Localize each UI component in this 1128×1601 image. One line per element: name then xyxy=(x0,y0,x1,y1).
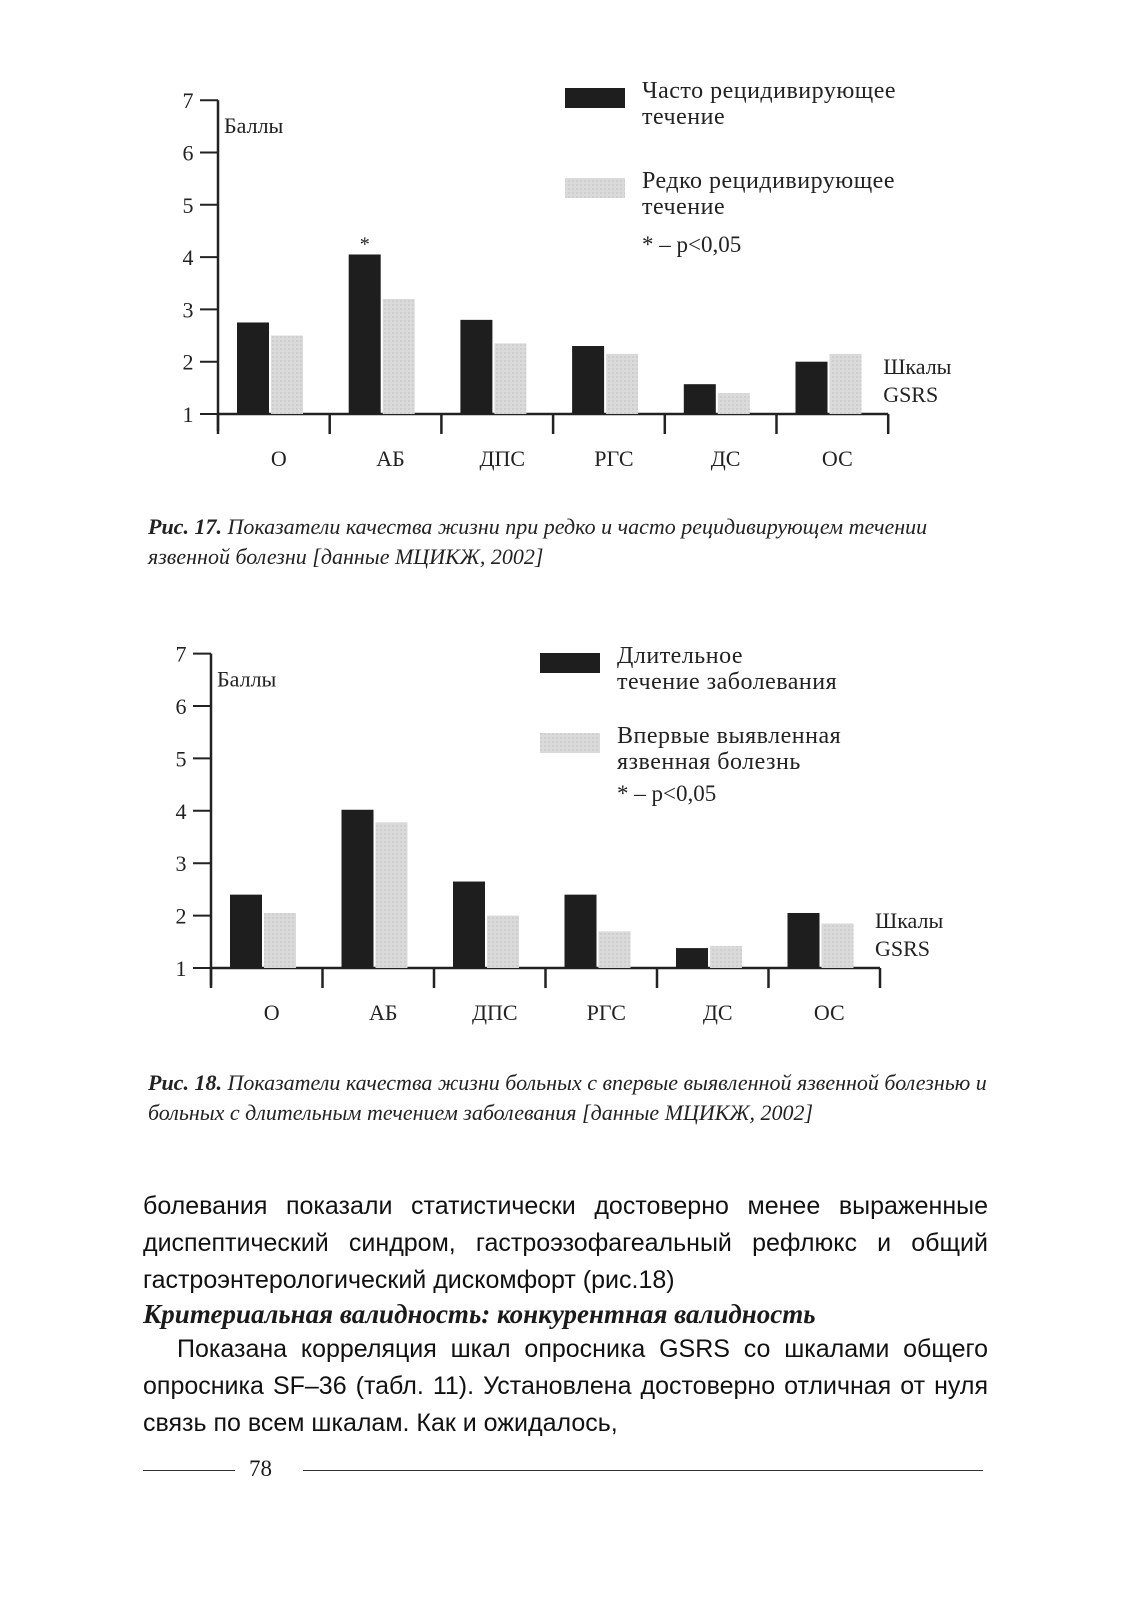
section-heading: Критериальная валидность: конкурентная валидность xyxy=(143,1299,816,1329)
bar-series-1 xyxy=(572,346,604,414)
legend-label-series-2: Редко рецидивирующее xyxy=(642,168,895,194)
bar-series-2 xyxy=(606,354,638,414)
bar-series-1 xyxy=(453,882,485,968)
figure-18-label: Рис. 18. xyxy=(148,1070,222,1095)
y-tick-label: 4 xyxy=(175,798,187,824)
y-tick-label: 6 xyxy=(182,140,194,166)
body-paragraph-1: болевания показали статистически достоверно менее выраженные диспептический синдром, гастроэзофагеальный рефлюкс и общий гастроэнтерологический дискомфорт (рис.18) xyxy=(143,1192,988,1294)
legend-label-series-2: течение xyxy=(642,194,726,220)
x-axis-title: GSRS xyxy=(875,936,931,961)
legend-label-series-2: Впервые выявленная xyxy=(617,723,842,749)
page-number: 78 xyxy=(249,1456,272,1481)
x-tick-label: АБ xyxy=(368,1000,398,1025)
bar-series-2 xyxy=(494,343,526,414)
bar-series-1 xyxy=(684,384,716,414)
legend-swatch-series-2 xyxy=(540,733,600,753)
x-tick-label: АБ xyxy=(376,446,405,471)
legend-swatch-series-2 xyxy=(565,178,625,198)
x-tick-label: ОС xyxy=(821,446,853,471)
legend-label-series-1: Длительное xyxy=(617,643,744,669)
x-tick-label: ОС xyxy=(813,1000,845,1025)
x-tick-label: ДС xyxy=(702,1000,733,1025)
significance-marker: * xyxy=(359,233,370,256)
bar-series-1 xyxy=(230,895,262,968)
bar-series-2 xyxy=(822,923,854,968)
bar-series-2 xyxy=(830,354,862,414)
x-axis-title: Шкалы xyxy=(875,908,944,933)
bar-series-2 xyxy=(718,393,750,414)
figure-18-caption xyxy=(148,1068,988,1128)
bar-series-1 xyxy=(460,320,492,414)
y-tick-label: 1 xyxy=(182,402,194,427)
bar-series-2 xyxy=(599,931,631,968)
y-axis-title: Баллы xyxy=(217,666,277,692)
legend-label-series-1: течение заболевания xyxy=(617,669,838,695)
x-tick-label: ДПС xyxy=(479,446,526,471)
figure-18-text: Показатели качества жизни больных с впервые выявленной язвенной болезнью и больных с длительным течением заболевания [данные МЦИКЖ, 2002] xyxy=(148,1070,987,1125)
page-footer xyxy=(143,1458,983,1482)
legend-swatch-series-1 xyxy=(565,88,625,108)
y-tick-label: 5 xyxy=(182,192,194,218)
chart-fig17 xyxy=(0,60,1128,480)
legend-label-series-1: Часто рецидивирующее xyxy=(642,78,897,104)
bar-series-1 xyxy=(342,810,374,968)
bar-series-1 xyxy=(788,913,820,968)
legend-swatch-series-1 xyxy=(540,653,600,673)
x-tick-label: О xyxy=(270,446,287,471)
y-tick-label: 2 xyxy=(182,349,194,375)
x-tick-label: ДПС xyxy=(471,1000,518,1025)
bar-series-2 xyxy=(271,336,303,414)
footer-rule-left xyxy=(143,1470,235,1471)
bar-series-1 xyxy=(237,322,269,414)
bar-series-2 xyxy=(487,916,519,968)
bar-series-2 xyxy=(710,946,742,968)
x-tick-label: РГС xyxy=(594,446,634,471)
significance-note: * – p<0,05 xyxy=(642,232,742,257)
bar-series-1 xyxy=(565,895,597,968)
x-tick-label: О xyxy=(263,1000,280,1025)
y-tick-label: 6 xyxy=(175,694,187,719)
y-tick-label: 5 xyxy=(175,746,187,772)
bar-series-1 xyxy=(676,948,708,968)
x-axis-title: Шкалы xyxy=(883,354,952,379)
figure-17-caption xyxy=(148,512,988,572)
figure-17-text: Показатели качества жизни при редко и часто рецидивирующем течении язвенной болезни [данные МЦИКЖ, 2002] xyxy=(148,514,928,569)
legend-label-series-1: течение xyxy=(642,104,726,130)
y-tick-label: 4 xyxy=(182,245,194,271)
legend-label-series-2: язвенная болезнь xyxy=(617,749,801,775)
y-tick-label: 3 xyxy=(182,297,194,323)
chart-fig18 xyxy=(0,625,1128,1045)
y-tick-label: 2 xyxy=(175,903,187,929)
y-tick-label: 7 xyxy=(182,88,194,114)
x-tick-label: РГС xyxy=(586,1000,626,1025)
x-axis-title: GSRS xyxy=(883,382,939,407)
y-tick-label: 1 xyxy=(175,956,187,981)
y-axis-title: Баллы xyxy=(224,113,284,139)
x-tick-label: ДС xyxy=(710,446,741,471)
bar-series-1 xyxy=(796,362,828,414)
y-tick-label: 3 xyxy=(175,851,187,877)
y-tick-label: 7 xyxy=(175,641,187,667)
body-paragraph-2: Показана корреляция шкал опросника GSRS со шкалами общего опросника SF–36 (табл. 11). Установлена достоверно отличная от нуля связь по всем шкалам. Как и ожидалось, xyxy=(143,1335,988,1437)
bar-series-2 xyxy=(376,822,408,968)
figure-17-label: Рис. 17. xyxy=(148,514,222,539)
significance-note: * – p<0,05 xyxy=(617,781,717,806)
footer-rule-right xyxy=(303,1470,983,1471)
bar-series-2 xyxy=(383,299,415,414)
bar-series-1 xyxy=(349,254,381,414)
bar-series-2 xyxy=(264,913,296,968)
